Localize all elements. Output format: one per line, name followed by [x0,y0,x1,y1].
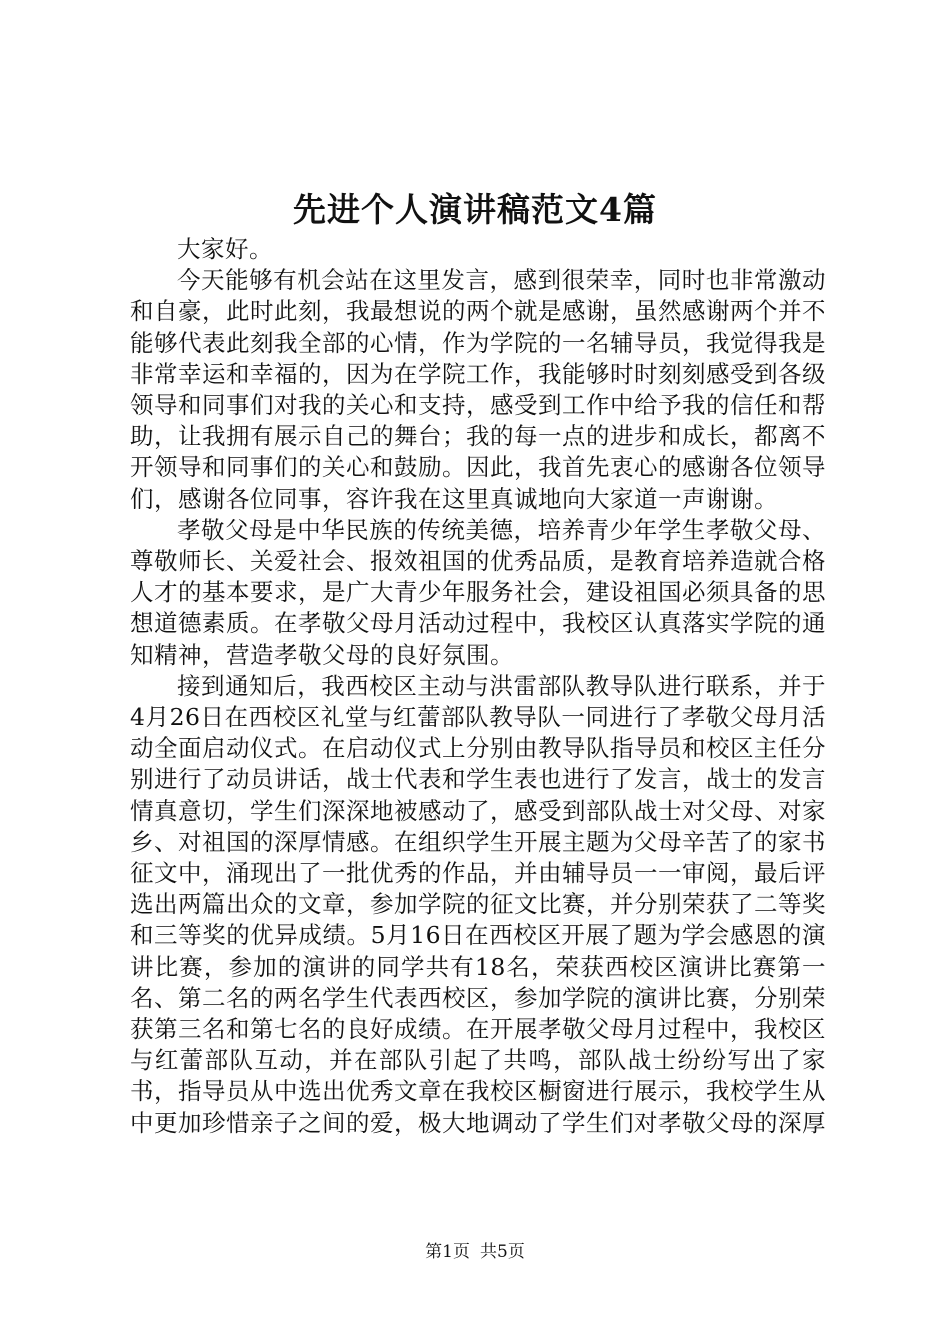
paragraph-filial-piety: 孝敬父母是中华民族的传统美德，培养青少年学生孝敬父母、尊敬师长、关爱社会、报效祖国的优秀品质，是教育培养造就合格人才的基本要求，是广大青少年服务社会，建设祖国必须具备的思想道德素质。在孝敬父母月活动过程中，我校区认真落实学院的通知精神，营造孝敬父母的良好氛围。 [130,515,826,669]
paragraph-thanks: 今天能够有机会站在这里发言，感到很荣幸，同时也非常激动和自豪，此时此刻，我最想说的两个就是感谢，虽然感谢两个并不能够代表此刻我全部的心情，作为学院的一名辅导员，我觉得我是非常幸运和幸福的，因为在学院工作，我能够时时刻刻感受到各级领导和同事们对我的关心和支持，感受到工作中给予我的信任和帮助，让我拥有展示自己的舞台；我的每一点的进步和成长，都离不开领导和同事们的关心和鼓励。因此，我首先衷心的感谢各位领导们，感谢各位同事，容许我在这里真诚地向大家道一声谢谢。 [130,266,826,513]
document-title: 先进个人演讲稿范文4篇 [293,190,657,229]
page-footer [0,1240,950,1264]
page-total: 共5页 [480,1242,525,1262]
page-number: 第1页 [425,1242,470,1262]
document-body [130,234,826,1139]
paragraph-activities: 接到通知后，我西校区主动与洪雷部队教导队进行联系，并于4月26日在西校区礼堂与红蕾部队教导队一同进行了孝敬父母月活动全面启动仪式。在启动仪式上分别由教导队指导员和校区主任分别进行了动员讲话，战士代表和学生表也进行了发言，战士的发言情真意切，学生们深深地被感动了，感受到部队战士对父母、对家乡、对祖国的深厚情感。在组织学生开展主题为父母辛苦了的家书征文中，涌现出了一批优秀的作品，并由辅导员一一审阅，最后评选出两篇出众的文章，参加学院的征文比赛，并分别荣获了二等奖和三等奖的优异成绩。5月16日在西校区开展了题为学会感恩的演讲比赛，参加的演讲的同学共有18名，荣获西校区演讲比赛第一名、第二名的两名学生代表西校区，参加学院的演讲比赛，分别荣获第三名和第七名的良好成绩。在开展孝敬父母月过程中，我校区与红蕾部队互动，并在部队引起了共鸣，部队战士纷纷写出了家书，指导员从中选出优秀文章在我校区橱窗进行展示，我校学生从中更加珍惜亲子之间的爱，极大地调动了学生们对孝敬父母的深厚 [130,671,826,1137]
paragraph-greeting: 大家好。 [177,235,273,263]
